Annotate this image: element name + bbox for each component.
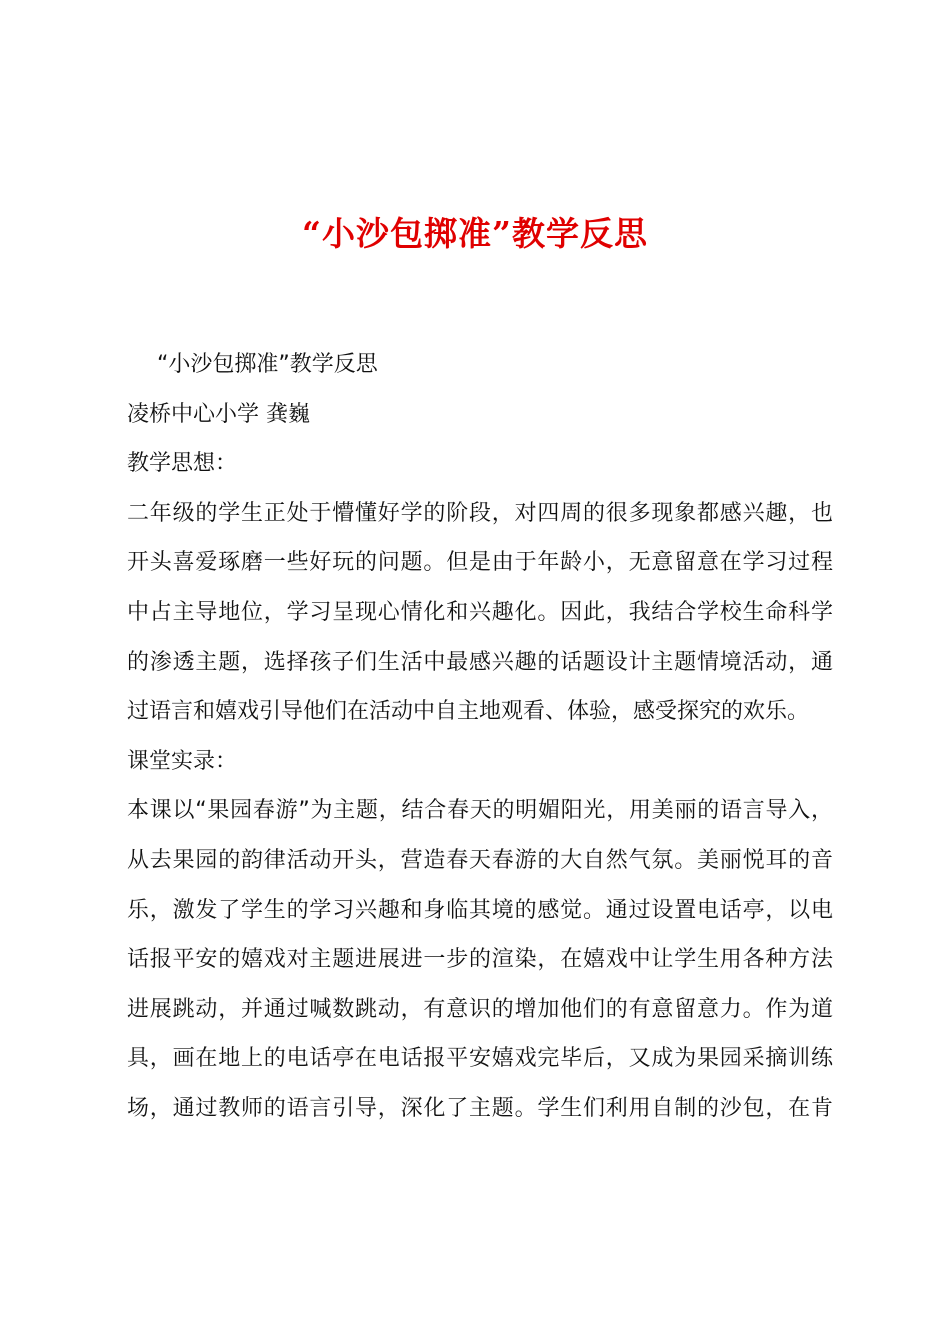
paragraph-line: 本课以“果园春游”为主题，结合春天的明媚阳光，用美丽的语言导入， bbox=[127, 798, 833, 824]
document-title: “小沙包掷准”教学反思 bbox=[302, 214, 648, 253]
subtitle-line: “小沙包掷准”教学反思 bbox=[157, 352, 378, 377]
author-line: 凌桥中心小学 龚巍 bbox=[127, 401, 310, 427]
paragraph-line: 进展跳动，并通过喊数跳动，有意识的增加他们的有意留意力。作为道 bbox=[127, 996, 833, 1022]
paragraph-line: 乐，激发了学生的学习兴趣和身临其境的感觉。通过设置电话亭，以电 bbox=[127, 897, 833, 923]
section-heading-teaching-idea: 教学思想： bbox=[127, 451, 238, 477]
paragraph-line: 二年级的学生正处于懵懂好学的阶段，对四周的很多现象都感兴趣，也 bbox=[127, 500, 833, 526]
paragraph-line: 过语言和嬉戏引导他们在活动中自主地观看、体验，感受探究的欢乐。 bbox=[127, 699, 810, 725]
paragraph-line: 的渗透主题，选择孩子们生活中最感兴趣的话题设计主题情境活动，通 bbox=[127, 649, 833, 675]
section-heading-class-record: 课堂实录： bbox=[127, 748, 238, 774]
paragraph-line: 具，画在地上的电话亭在电话报平安嬉戏完毕后，又成为果园采摘训练 bbox=[127, 1046, 833, 1072]
paragraph-line: 中占主导地位，学习呈现心情化和兴趣化。因此，我结合学校生命科学 bbox=[127, 599, 833, 625]
paragraph-line: 开头喜爱琢磨一些好玩的问题。但是由于年龄小，无意留意在学习过程 bbox=[127, 550, 833, 576]
paragraph-line: 场，通过教师的语言引导，深化了主题。学生们利用自制的沙包，在肯 bbox=[127, 1095, 833, 1121]
paragraph-line: 从去果园的韵律活动开头，营造春天春游的大自然气氛。美丽悦耳的音 bbox=[127, 847, 833, 873]
document-body bbox=[127, 340, 833, 1134]
paragraph-line: 话报平安的嬉戏对主题进展进一步的渲染，在嬉戏中让学生用各种方法 bbox=[127, 947, 833, 973]
